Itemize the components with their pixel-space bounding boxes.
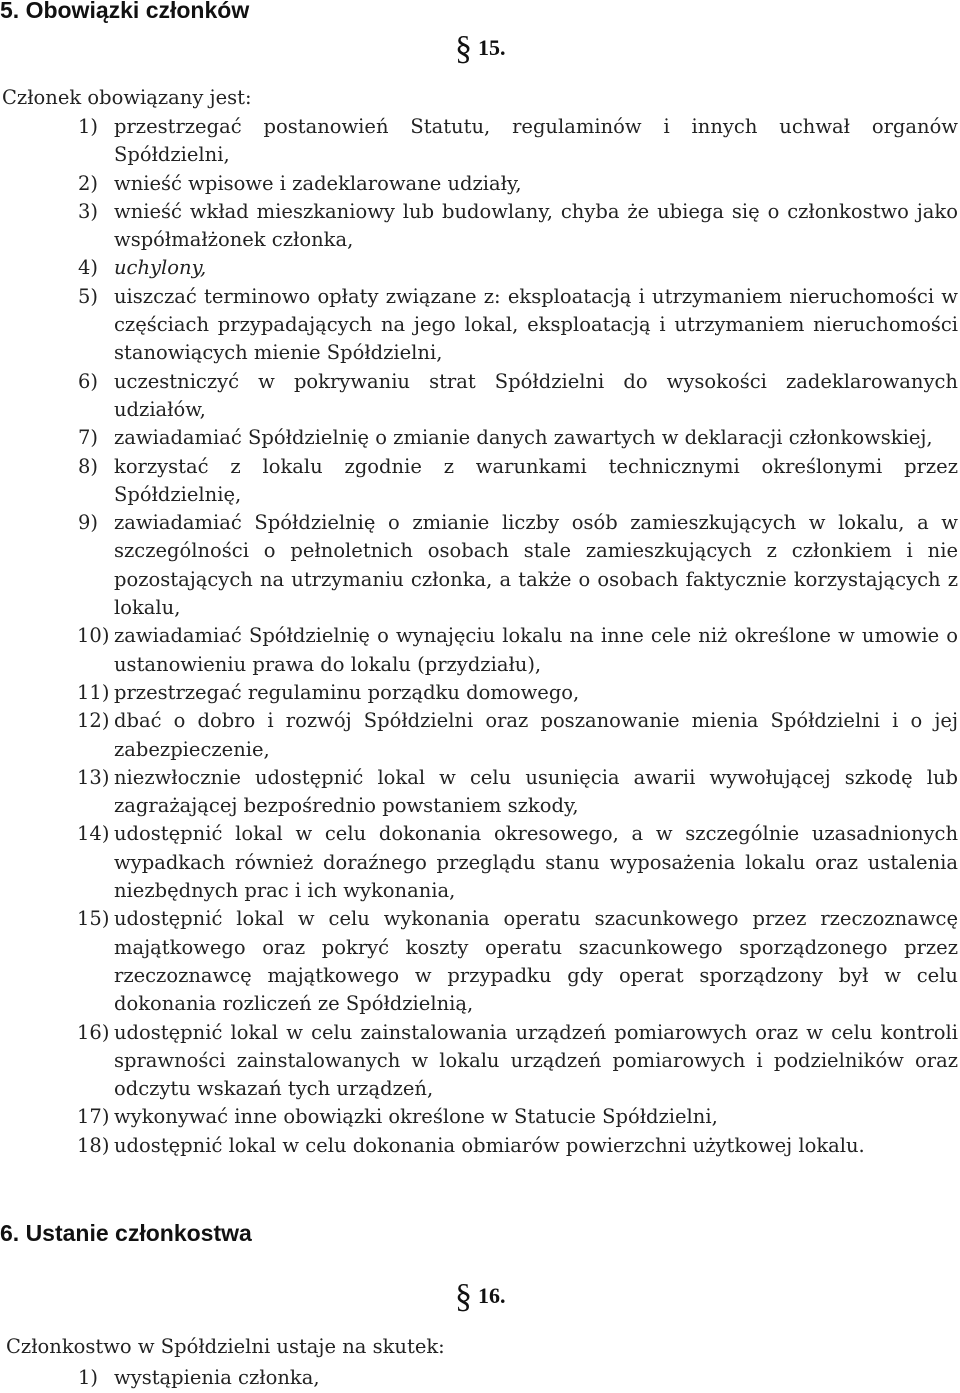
item-number: 13): [77, 765, 110, 789]
item-number: 5): [78, 284, 99, 308]
item-number: 3): [78, 199, 99, 223]
item-number: 11): [77, 680, 110, 704]
item-number: 15): [77, 907, 110, 931]
paragraph-symbol: §: [455, 30, 472, 67]
paragraph-number-value: 16.: [478, 1283, 506, 1308]
item-text: uiszczać terminowo opłaty związane z: eksploatacją i utrzymaniem nieruchomości w częściach przypadających na jego lokal, eksploatacją i utrzymaniem nieruchomości stanowiących mienie Spółdzielni,: [114, 284, 958, 365]
list-item: [0, 1103, 958, 1131]
item-number: 6): [78, 369, 99, 393]
item-number: 1): [78, 1366, 99, 1389]
item-text: wnieść wkład mieszkaniowy lub budowlany, chyba że ubiega się o członkostwo jako współmałżonek członka,: [114, 199, 958, 252]
item-text: zawiadamiać Spółdzielnię o zmianie liczby osób zamieszkujących w lokalu, a w szczególności o pełnoletnich osobach stale zamieszkujących z członkiem i nie pozostających na utrzymaniu członka, a także o osobach faktycznie korzystających z lokalu,: [114, 511, 958, 620]
obligations-list: [0, 113, 958, 1160]
paragraph-symbol: §: [455, 1278, 472, 1315]
item-text: dbać o dobro i rozwój Spółdzielni oraz poszanowanie mienia Spółdzielni i o jej zabezpieczenie,: [114, 709, 958, 761]
list-item: [0, 453, 958, 510]
item-text: korzystać z lokalu zgodnie z warunkami technicznymi określonymi przez Spółdzielnię,: [114, 454, 958, 506]
list-item: [0, 1132, 958, 1160]
item-number: 9): [78, 511, 99, 535]
item-text: udostępnić lokal w celu dokonania obmiarów powierzchni użytkowej lokalu.: [114, 1133, 865, 1157]
paragraph-number: [455, 26, 506, 67]
list-item: [0, 707, 958, 764]
list-item: [0, 905, 958, 1018]
section-heading: 6. Ustanie członkostwa: [0, 1220, 252, 1246]
item-text: zawiadamiać Spółdzielnię o zmianie danych zawartych w deklaracji członkowskiej,: [114, 426, 933, 450]
item-text: wystąpienia członka,: [114, 1366, 320, 1389]
item-text: zawiadamiać Spółdzielnię o wynajęciu lokalu na inne cele niż określone w umowie o ustanowieniu prawa do lokalu (przydziału),: [114, 624, 958, 676]
list-item: [0, 424, 958, 452]
item-number: 2): [78, 171, 99, 195]
list-item: [0, 820, 958, 905]
item-number: 10): [77, 624, 110, 648]
item-text: udostępnić lokal w celu zainstalowania urządzeń pomiarowych oraz w celu kontroli sprawności zainstalowanych w lokalu urządzeń pomiarowych i podzielników oraz odczytu wskazań tych urządzeń,: [114, 1020, 958, 1101]
item-text: przestrzegać regulaminu porządku domowego,: [114, 680, 580, 704]
section-intro: Członek obowiązany jest:: [2, 86, 252, 109]
list-item: [0, 113, 958, 170]
item-number: 14): [77, 822, 110, 846]
list-item: [0, 368, 958, 425]
list-item: [0, 254, 958, 282]
list-item: [0, 1364, 958, 1392]
list-item: [0, 764, 958, 821]
item-number: 16): [77, 1020, 110, 1044]
item-number: 12): [77, 709, 110, 733]
item-number: 17): [77, 1105, 110, 1129]
item-text: niezwłocznie udostępnić lokal w celu usunięcia awarii wywołującej szkodę lub zagrażającej bezpośrednio powstaniem szkody,: [114, 765, 958, 818]
list-item: [0, 283, 958, 368]
section-heading: 5. Obowiązki członków: [0, 0, 250, 23]
item-number: 4): [78, 256, 99, 280]
paragraph-number: [455, 1274, 506, 1315]
item-text: udostępnić lokal w celu dokonania okresowego, a w szczególnie uzasadnionych wypadkach również doraźnego przeglądu stanu wyposażenia lokalu oraz ustalenia niezbędnych prac i ich wykonania,: [114, 822, 958, 903]
list-item: [0, 170, 958, 198]
item-text: wnieść wpisowe i zadeklarowane udziały,: [114, 171, 522, 195]
section-intro: Członkostwo w Spółdzielni ustaje na skutek:: [6, 1335, 445, 1358]
item-text: uchylony,: [114, 256, 207, 280]
item-text: udostępnić lokal w celu wykonania operatu szacunkowego przez rzeczoznawcę majątkowego oraz pokryć koszty operatu szacunkowego sporządzonego przez rzeczoznawcę majątkowego w przypadku gdy operat sporządzony był w celu dokonania rozliczeń ze Spółdzielnią,: [114, 907, 958, 1016]
item-number: 1): [78, 115, 99, 138]
list-item: [0, 198, 958, 255]
item-text: wykonywać inne obowiązki określone w Statucie Spółdzielni,: [114, 1105, 718, 1129]
list-item: [0, 622, 958, 679]
list-item: [0, 509, 958, 622]
termination-list: [0, 1364, 958, 1392]
item-text: uczestniczyć w pokrywaniu strat Spółdzielni do wysokości zadeklarowanych udziałów,: [114, 369, 958, 421]
item-number: 7): [78, 426, 99, 450]
item-number: 18): [77, 1133, 110, 1157]
item-text: przestrzegać postanowień Statutu, regulaminów i innych uchwał organów Spółdzielni,: [114, 115, 958, 167]
list-item: [0, 679, 958, 707]
list-item: [0, 1019, 958, 1104]
item-number: 8): [78, 454, 99, 478]
paragraph-number-value: 15.: [478, 35, 506, 60]
